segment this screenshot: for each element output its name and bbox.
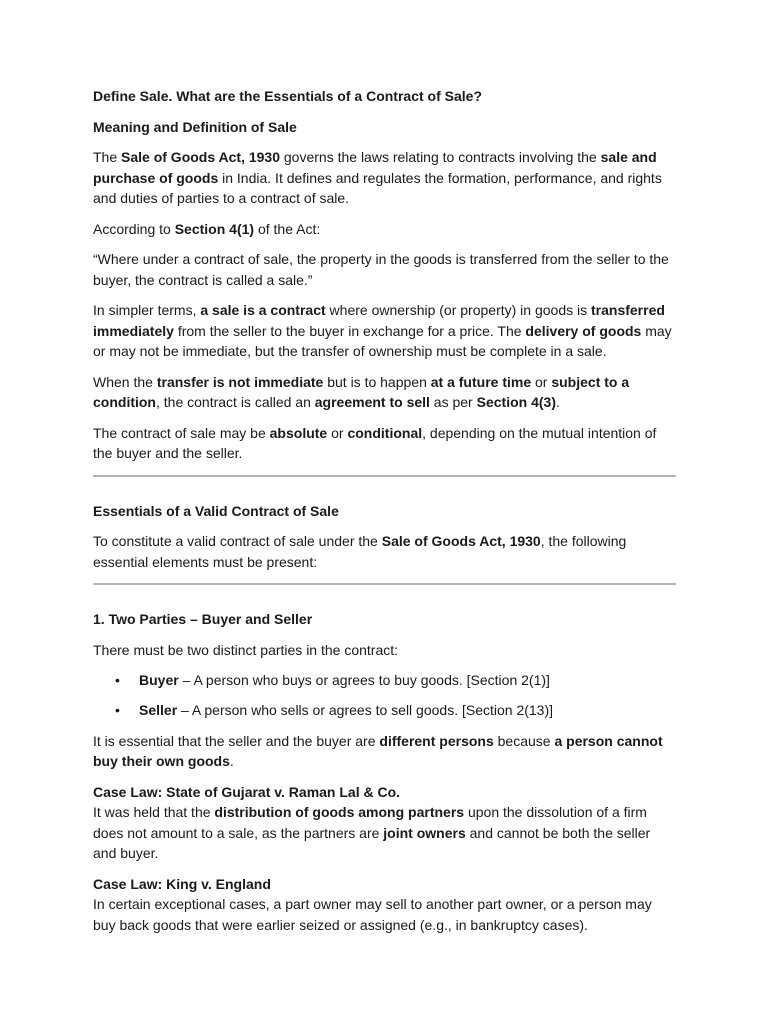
- bold-phrase: Sale of Goods Act, 1930: [121, 149, 280, 165]
- text-run: upon the dissolution of a firm does not amount to a sale, as the partners are: [93, 804, 647, 841]
- text-run: The contract of sale may be: [93, 424, 270, 441]
- list-item: [93, 700, 676, 721]
- bold-phrase: Section 4(1): [174, 220, 255, 237]
- text-run: According to: [93, 220, 175, 237]
- text-run: because: [493, 732, 555, 749]
- document-body: [93, 86, 676, 945]
- text-run: may or may not be immediate, but the transfer of ownership must be complete in a sale.: [93, 322, 672, 359]
- paragraph-two-parties: [93, 640, 676, 661]
- text-run: The: [93, 149, 122, 165]
- question-title: Define Sale. What are the Essentials of a Contract of Sale?: [93, 88, 482, 104]
- text-run: , the contract is called an: [156, 394, 315, 410]
- text-run: in India. It defines and regulates the formation, performance, and rights and duties of parties to a contract of sale.: [93, 169, 662, 206]
- text-run: of the Act:: [254, 220, 321, 237]
- list-item-text: [139, 702, 553, 718]
- bold-phrase: a sale is a contract: [200, 302, 326, 318]
- text-run: It is essential that the seller and the buyer are: [93, 732, 380, 749]
- bold-phrase: subject to a condition: [93, 373, 630, 410]
- text-run: “Where under a contract of sale, the property in the goods is transferred from the seller to the buyer, the contract is called a sale.”: [93, 251, 669, 288]
- text-run: When the: [93, 373, 157, 390]
- essentials-heading: Essentials of a Valid Contract of Sale: [93, 502, 339, 519]
- bold-phrase: joint owners: [383, 824, 466, 841]
- text-run: or: [327, 424, 348, 441]
- case-law-heading: Case Law: State of Gujarat v. Raman Lal & Co.: [93, 783, 401, 800]
- text-run: It was held that the: [93, 804, 215, 820]
- bold-phrase: Buyer: [139, 672, 179, 688]
- paragraph-intro: [93, 147, 676, 209]
- bold-phrase: different persons: [379, 732, 494, 749]
- paragraph-essentials-intro: [93, 531, 676, 572]
- paragraph-agreement-to-sell: [93, 372, 676, 413]
- paragraph-section-4-1: [93, 219, 676, 240]
- bold-phrase: distribution of goods among partners: [214, 804, 465, 820]
- bold-phrase: absolute: [269, 424, 328, 441]
- text-run: governs the laws relating to contracts involving the: [280, 149, 601, 165]
- section-1-heading: 1. Two Parties – Buyer and Seller: [93, 611, 313, 627]
- text-run: , the following essential elements must be present:: [93, 533, 627, 570]
- bold-phrase: Sale of Goods Act, 1930: [381, 533, 541, 549]
- text-run: – A person who sells or agrees to sell goods. [Section 2(13)]: [177, 702, 554, 718]
- bold-phrase: Seller: [139, 702, 178, 718]
- text-run: There must be two distinct parties in the contract:: [93, 641, 399, 658]
- text-run: .: [555, 394, 560, 410]
- text-run: from the seller to the buyer in exchange for a price. The: [173, 322, 526, 339]
- text-run: as per: [429, 394, 477, 410]
- text-run: In simpler terms,: [93, 302, 201, 318]
- text-run: To constitute a valid contract of sale under the: [93, 533, 382, 549]
- text-run: , depending on the mutual intention of the buyer and the seller.: [93, 424, 657, 461]
- bold-phrase: sale and purchase of goods: [93, 149, 657, 186]
- text-run: or: [531, 373, 552, 390]
- bullet-icon: •: [115, 702, 120, 718]
- text-run: In certain exceptional cases, a part owner may sell to another part owner, or a person may buy back goods that were earlier seized or assigned (e.g., in bankruptcy cases).: [93, 896, 652, 933]
- text-run: – A person who buys or agrees to buy goods. [Section 2(1)]: [178, 672, 550, 688]
- text-run: .: [229, 753, 234, 769]
- paragraph-case-law-2: [93, 894, 676, 935]
- case-law-heading: Case Law: King v. England: [93, 875, 271, 892]
- bold-phrase: agreement to sell: [314, 394, 430, 410]
- bold-phrase: transferred immediately: [93, 302, 665, 339]
- parties-list: [93, 670, 676, 721]
- paragraph-simpler-terms: [93, 300, 676, 362]
- paragraph-different-persons: [93, 731, 676, 772]
- text-run: but is to happen: [323, 373, 431, 390]
- list-item-text: [139, 672, 550, 688]
- bold-phrase: transfer is not immediate: [156, 373, 324, 390]
- list-item: [93, 670, 676, 691]
- bold-phrase: a person cannot buy their own goods: [93, 732, 663, 769]
- bold-phrase: Section 4(3): [476, 394, 556, 410]
- text-run: where ownership (or property) in goods is: [325, 302, 591, 318]
- bold-phrase: delivery of goods: [525, 322, 642, 339]
- meaning-heading: Meaning and Definition of Sale: [93, 118, 297, 135]
- paragraph-definition-quote: [93, 249, 676, 290]
- bold-phrase: conditional: [347, 424, 423, 441]
- paragraph-case-law-1: [93, 802, 676, 864]
- text-run: and cannot be both the seller and buyer.: [93, 824, 651, 861]
- bullet-icon: •: [115, 672, 120, 688]
- bold-phrase: at a future time: [430, 373, 532, 390]
- paragraph-absolute-conditional: [93, 423, 676, 464]
